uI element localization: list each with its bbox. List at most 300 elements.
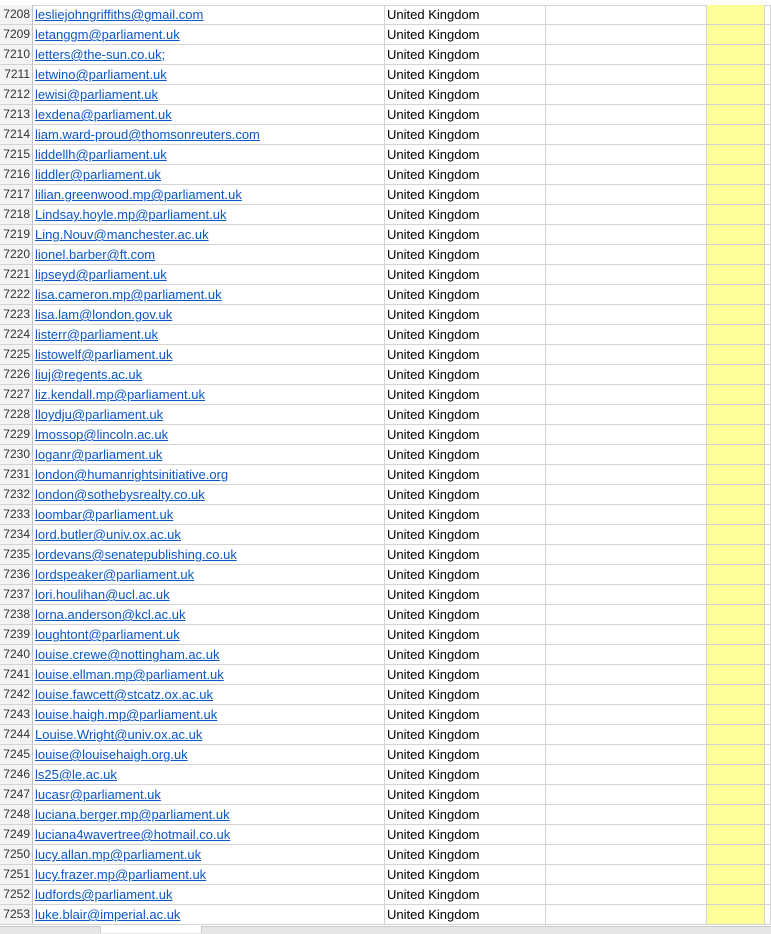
empty-cell[interactable]	[765, 525, 771, 544]
email-cell[interactable]: louise.ellman.mp@parliament.uk	[33, 665, 385, 684]
empty-cell[interactable]	[765, 25, 771, 44]
row-header[interactable]: 7224	[0, 325, 33, 344]
country-cell[interactable]: United Kingdom	[385, 745, 546, 764]
country-cell[interactable]: United Kingdom	[385, 885, 546, 904]
country-cell[interactable]: United Kingdom	[385, 465, 546, 484]
country-cell[interactable]: United Kingdom	[385, 225, 546, 244]
empty-cell[interactable]	[765, 305, 771, 324]
highlighted-cell[interactable]	[707, 185, 765, 204]
empty-cell[interactable]	[765, 845, 771, 864]
empty-cell[interactable]	[765, 5, 771, 24]
empty-cell[interactable]	[765, 265, 771, 284]
email-cell[interactable]: loughtont@parliament.uk	[33, 625, 385, 644]
country-cell[interactable]: United Kingdom	[385, 845, 546, 864]
email-cell[interactable]: lionel.barber@ft.com	[33, 245, 385, 264]
empty-cell[interactable]	[765, 565, 771, 584]
empty-cell[interactable]	[765, 345, 771, 364]
country-cell[interactable]: United Kingdom	[385, 345, 546, 364]
email-cell[interactable]: louise.crewe@nottingham.ac.uk	[33, 645, 385, 664]
highlighted-cell[interactable]	[707, 125, 765, 144]
row-header[interactable]: 7247	[0, 785, 33, 804]
email-cell[interactable]: lordspeaker@parliament.uk	[33, 565, 385, 584]
empty-cell[interactable]	[765, 65, 771, 84]
empty-cell[interactable]	[765, 185, 771, 204]
empty-cell[interactable]	[546, 145, 707, 164]
empty-cell[interactable]	[546, 865, 707, 884]
highlighted-cell[interactable]	[707, 505, 765, 524]
row-header[interactable]: 7214	[0, 125, 33, 144]
email-cell[interactable]: lisa.cameron.mp@parliament.uk	[33, 285, 385, 304]
sheet-tab[interactable]	[100, 926, 202, 933]
table-row	[0, 685, 771, 705]
email-cell[interactable]: lilian.greenwood.mp@parliament.uk	[33, 185, 385, 204]
row-header[interactable]: 7242	[0, 685, 33, 704]
highlighted-cell[interactable]	[707, 705, 765, 724]
empty-cell[interactable]	[765, 705, 771, 724]
table-row	[0, 125, 771, 145]
empty-cell[interactable]	[765, 665, 771, 684]
empty-cell[interactable]	[765, 885, 771, 904]
empty-cell[interactable]	[765, 685, 771, 704]
empty-cell[interactable]	[765, 445, 771, 464]
empty-cell[interactable]	[765, 485, 771, 504]
row-header[interactable]: 7232	[0, 485, 33, 504]
email-cell[interactable]: lucy.allan.mp@parliament.uk	[33, 845, 385, 864]
empty-cell[interactable]	[546, 645, 707, 664]
email-cell[interactable]: lexdena@parliament.uk	[33, 105, 385, 124]
email-cell[interactable]: Lindsay.hoyle.mp@parliament.uk	[33, 205, 385, 224]
table-row	[0, 625, 771, 645]
empty-cell[interactable]	[765, 385, 771, 404]
highlighted-cell[interactable]	[707, 905, 765, 924]
highlighted-cell[interactable]	[707, 65, 765, 84]
country-cell[interactable]: United Kingdom	[385, 525, 546, 544]
empty-cell[interactable]	[546, 125, 707, 144]
empty-cell[interactable]	[546, 165, 707, 184]
email-cell[interactable]: louise.fawcett@stcatz.ox.ac.uk	[33, 685, 385, 704]
country-cell[interactable]: United Kingdom	[385, 805, 546, 824]
highlighted-cell[interactable]	[707, 285, 765, 304]
empty-cell[interactable]	[546, 45, 707, 64]
country-cell[interactable]: United Kingdom	[385, 605, 546, 624]
empty-cell[interactable]	[546, 65, 707, 84]
email-cell[interactable]: lisa.lam@london.gov.uk	[33, 305, 385, 324]
row-header[interactable]: 7234	[0, 525, 33, 544]
row-header[interactable]: 7217	[0, 185, 33, 204]
highlighted-cell[interactable]	[707, 605, 765, 624]
highlighted-cell[interactable]	[707, 345, 765, 364]
email-cell[interactable]: luciana4wavertree@hotmail.co.uk	[33, 825, 385, 844]
highlighted-cell[interactable]	[707, 685, 765, 704]
empty-cell[interactable]	[765, 725, 771, 744]
row-header[interactable]: 7249	[0, 825, 33, 844]
country-cell[interactable]: United Kingdom	[385, 205, 546, 224]
row-header[interactable]: 7250	[0, 845, 33, 864]
empty-cell[interactable]	[546, 805, 707, 824]
row-header[interactable]: 7244	[0, 725, 33, 744]
highlighted-cell[interactable]	[707, 445, 765, 464]
country-cell[interactable]: United Kingdom	[385, 625, 546, 644]
country-cell[interactable]: United Kingdom	[385, 425, 546, 444]
email-cell[interactable]: liddler@parliament.uk	[33, 165, 385, 184]
country-cell[interactable]: United Kingdom	[385, 485, 546, 504]
highlighted-cell[interactable]	[707, 45, 765, 64]
empty-cell[interactable]	[546, 385, 707, 404]
row-header[interactable]: 7209	[0, 25, 33, 44]
empty-cell[interactable]	[765, 125, 771, 144]
email-cell[interactable]: ls25@le.ac.uk	[33, 765, 385, 784]
row-header[interactable]: 7235	[0, 545, 33, 564]
highlighted-cell[interactable]	[707, 265, 765, 284]
empty-cell[interactable]	[765, 205, 771, 224]
empty-cell[interactable]	[546, 545, 707, 564]
highlighted-cell[interactable]	[707, 805, 765, 824]
empty-cell[interactable]	[546, 85, 707, 104]
empty-cell[interactable]	[546, 405, 707, 424]
country-cell[interactable]: United Kingdom	[385, 725, 546, 744]
table-row	[0, 605, 771, 625]
empty-cell[interactable]	[765, 85, 771, 104]
table-row	[0, 565, 771, 585]
empty-cell[interactable]	[765, 105, 771, 124]
highlighted-cell[interactable]	[707, 745, 765, 764]
empty-cell[interactable]	[765, 405, 771, 424]
highlighted-cell[interactable]	[707, 5, 765, 24]
email-cell[interactable]: lewisi@parliament.uk	[33, 85, 385, 104]
empty-cell[interactable]	[765, 285, 771, 304]
empty-cell[interactable]	[546, 665, 707, 684]
row-header[interactable]: 7223	[0, 305, 33, 324]
table-row	[0, 425, 771, 445]
highlighted-cell[interactable]	[707, 465, 765, 484]
empty-cell[interactable]	[546, 465, 707, 484]
row-header[interactable]: 7230	[0, 445, 33, 464]
email-cell[interactable]: loganr@parliament.uk	[33, 445, 385, 464]
empty-cell[interactable]	[765, 645, 771, 664]
row-header[interactable]: 7243	[0, 705, 33, 724]
row-header[interactable]: 7216	[0, 165, 33, 184]
empty-cell[interactable]	[546, 765, 707, 784]
table-row	[0, 285, 771, 305]
country-cell[interactable]: United Kingdom	[385, 25, 546, 44]
empty-cell[interactable]	[546, 105, 707, 124]
empty-cell[interactable]	[546, 345, 707, 364]
row-header[interactable]: 7237	[0, 585, 33, 604]
email-cell[interactable]: liam.ward-proud@thomsonreuters.com	[33, 125, 385, 144]
country-cell[interactable]: United Kingdom	[385, 165, 546, 184]
row-header[interactable]: 7246	[0, 765, 33, 784]
highlighted-cell[interactable]	[707, 385, 765, 404]
highlighted-cell[interactable]	[707, 525, 765, 544]
country-cell[interactable]: United Kingdom	[385, 105, 546, 124]
email-cell[interactable]: liddellh@parliament.uk	[33, 145, 385, 164]
row-header[interactable]: 7251	[0, 865, 33, 884]
country-cell[interactable]: United Kingdom	[385, 325, 546, 344]
empty-cell[interactable]	[546, 425, 707, 444]
empty-cell[interactable]	[765, 905, 771, 924]
row-header[interactable]: 7253	[0, 905, 33, 924]
highlighted-cell[interactable]	[707, 625, 765, 644]
row-header[interactable]: 7241	[0, 665, 33, 684]
table-row	[0, 45, 771, 65]
empty-cell[interactable]	[765, 605, 771, 624]
row-header[interactable]: 7236	[0, 565, 33, 584]
empty-cell[interactable]	[765, 145, 771, 164]
empty-cell[interactable]	[765, 745, 771, 764]
row-header[interactable]: 7213	[0, 105, 33, 124]
email-cell[interactable]: loombar@parliament.uk	[33, 505, 385, 524]
empty-cell[interactable]	[546, 725, 707, 744]
country-cell[interactable]: United Kingdom	[385, 85, 546, 104]
table-row	[0, 725, 771, 745]
table-row	[0, 525, 771, 545]
email-cell[interactable]: liz.kendall.mp@parliament.uk	[33, 385, 385, 404]
empty-cell[interactable]	[765, 765, 771, 784]
highlighted-cell[interactable]	[707, 325, 765, 344]
email-cell[interactable]: lucasr@parliament.uk	[33, 785, 385, 804]
email-cell[interactable]: london@sothebysrealty.co.uk	[33, 485, 385, 504]
email-cell[interactable]: letanggm@parliament.uk	[33, 25, 385, 44]
highlighted-cell[interactable]	[707, 225, 765, 244]
empty-cell[interactable]	[546, 265, 707, 284]
country-cell[interactable]: United Kingdom	[385, 565, 546, 584]
email-cell[interactable]: lori.houlihan@ucl.ac.uk	[33, 585, 385, 604]
empty-cell[interactable]	[546, 605, 707, 624]
row-header[interactable]: 7240	[0, 645, 33, 664]
highlighted-cell[interactable]	[707, 765, 765, 784]
empty-cell[interactable]	[765, 365, 771, 384]
country-cell[interactable]: United Kingdom	[385, 65, 546, 84]
table-row	[0, 865, 771, 885]
empty-cell[interactable]	[765, 805, 771, 824]
email-cell[interactable]: lipseyd@parliament.uk	[33, 265, 385, 284]
highlighted-cell[interactable]	[707, 365, 765, 384]
highlighted-cell[interactable]	[707, 205, 765, 224]
empty-cell[interactable]	[546, 365, 707, 384]
highlighted-cell[interactable]	[707, 485, 765, 504]
email-cell[interactable]: louise@louisehaigh.org.uk	[33, 745, 385, 764]
row-header[interactable]: 7248	[0, 805, 33, 824]
table-row	[0, 85, 771, 105]
highlighted-cell[interactable]	[707, 825, 765, 844]
country-cell[interactable]: United Kingdom	[385, 385, 546, 404]
highlighted-cell[interactable]	[707, 565, 765, 584]
country-cell[interactable]: United Kingdom	[385, 705, 546, 724]
empty-cell[interactable]	[546, 225, 707, 244]
table-row	[0, 645, 771, 665]
empty-cell[interactable]	[765, 865, 771, 884]
email-cell[interactable]: letters@the-sun.co.uk;	[33, 45, 385, 64]
empty-cell[interactable]	[546, 445, 707, 464]
country-cell[interactable]: United Kingdom	[385, 905, 546, 924]
country-cell[interactable]: United Kingdom	[385, 665, 546, 684]
country-cell[interactable]: United Kingdom	[385, 685, 546, 704]
table-row	[0, 465, 771, 485]
highlighted-cell[interactable]	[707, 245, 765, 264]
country-cell[interactable]: United Kingdom	[385, 125, 546, 144]
email-cell[interactable]: luciana.berger.mp@parliament.uk	[33, 805, 385, 824]
email-cell[interactable]: lorna.anderson@kcl.ac.uk	[33, 605, 385, 624]
empty-cell[interactable]	[546, 785, 707, 804]
table-row	[0, 665, 771, 685]
country-cell[interactable]: United Kingdom	[385, 245, 546, 264]
country-cell[interactable]: United Kingdom	[385, 265, 546, 284]
row-header[interactable]: 7228	[0, 405, 33, 424]
table-row	[0, 345, 771, 365]
empty-cell[interactable]	[765, 245, 771, 264]
empty-cell[interactable]	[546, 25, 707, 44]
email-cell[interactable]: Ling.Nouv@manchester.ac.uk	[33, 225, 385, 244]
email-cell[interactable]: lesliejohngriffiths@gmail.com	[33, 5, 385, 24]
empty-cell[interactable]	[546, 685, 707, 704]
empty-cell[interactable]	[546, 325, 707, 344]
empty-cell[interactable]	[765, 825, 771, 844]
highlighted-cell[interactable]	[707, 425, 765, 444]
empty-cell[interactable]	[765, 625, 771, 644]
empty-cell[interactable]	[765, 425, 771, 444]
empty-cell[interactable]	[546, 705, 707, 724]
email-cell[interactable]: listowelf@parliament.uk	[33, 345, 385, 364]
empty-cell[interactable]	[546, 585, 707, 604]
row-header[interactable]: 7211	[0, 65, 33, 84]
empty-cell[interactable]	[546, 245, 707, 264]
country-cell[interactable]: United Kingdom	[385, 785, 546, 804]
country-cell[interactable]: United Kingdom	[385, 585, 546, 604]
highlighted-cell[interactable]	[707, 885, 765, 904]
empty-cell[interactable]	[765, 505, 771, 524]
country-cell[interactable]: United Kingdom	[385, 505, 546, 524]
empty-cell[interactable]	[546, 565, 707, 584]
row-header[interactable]: 7225	[0, 345, 33, 364]
row-header[interactable]: 7233	[0, 505, 33, 524]
highlighted-cell[interactable]	[707, 645, 765, 664]
table-row	[0, 405, 771, 425]
highlighted-cell[interactable]	[707, 145, 765, 164]
country-cell[interactable]: United Kingdom	[385, 145, 546, 164]
email-cell[interactable]: lucy.frazer.mp@parliament.uk	[33, 865, 385, 884]
empty-cell[interactable]	[765, 785, 771, 804]
empty-cell[interactable]	[546, 845, 707, 864]
row-header[interactable]: 7218	[0, 205, 33, 224]
country-cell[interactable]: United Kingdom	[385, 445, 546, 464]
empty-cell[interactable]	[546, 905, 707, 924]
row-header[interactable]: 7221	[0, 265, 33, 284]
empty-cell[interactable]	[546, 505, 707, 524]
empty-cell[interactable]	[546, 825, 707, 844]
highlighted-cell[interactable]	[707, 545, 765, 564]
row-header[interactable]: 7222	[0, 285, 33, 304]
highlighted-cell[interactable]	[707, 405, 765, 424]
email-cell[interactable]: lord.butler@univ.ox.ac.uk	[33, 525, 385, 544]
highlighted-cell[interactable]	[707, 665, 765, 684]
row-header[interactable]: 7219	[0, 225, 33, 244]
table-row	[0, 905, 771, 925]
empty-cell[interactable]	[546, 305, 707, 324]
row-header[interactable]: 7245	[0, 745, 33, 764]
highlighted-cell[interactable]	[707, 105, 765, 124]
email-cell[interactable]: ludfords@parliament.uk	[33, 885, 385, 904]
email-cell[interactable]: letwino@parliament.uk	[33, 65, 385, 84]
row-header[interactable]: 7212	[0, 85, 33, 104]
highlighted-cell[interactable]	[707, 785, 765, 804]
empty-cell[interactable]	[546, 625, 707, 644]
table-row	[0, 365, 771, 385]
country-cell[interactable]: United Kingdom	[385, 45, 546, 64]
country-cell[interactable]: United Kingdom	[385, 5, 546, 24]
row-header[interactable]: 7210	[0, 45, 33, 64]
empty-cell[interactable]	[546, 885, 707, 904]
country-cell[interactable]: United Kingdom	[385, 405, 546, 424]
country-cell[interactable]: United Kingdom	[385, 305, 546, 324]
empty-cell[interactable]	[765, 165, 771, 184]
table-row	[0, 105, 771, 125]
highlighted-cell[interactable]	[707, 585, 765, 604]
highlighted-cell[interactable]	[707, 845, 765, 864]
country-cell[interactable]: United Kingdom	[385, 825, 546, 844]
email-cell[interactable]: lloydju@parliament.uk	[33, 405, 385, 424]
empty-cell[interactable]	[765, 465, 771, 484]
email-cell[interactable]: lmossop@lincoln.ac.uk	[33, 425, 385, 444]
empty-cell[interactable]	[546, 5, 707, 24]
row-header[interactable]: 7227	[0, 385, 33, 404]
empty-cell[interactable]	[765, 225, 771, 244]
email-cell[interactable]: liuj@regents.ac.uk	[33, 365, 385, 384]
row-header[interactable]: 7208	[0, 5, 33, 24]
email-cell[interactable]: london@humanrightsinitiative.org	[33, 465, 385, 484]
empty-cell[interactable]	[546, 285, 707, 304]
table-row	[0, 265, 771, 285]
row-header[interactable]: 7252	[0, 885, 33, 904]
email-cell[interactable]: Louise.Wright@univ.ox.ac.uk	[33, 725, 385, 744]
email-cell[interactable]: louise.haigh.mp@parliament.uk	[33, 705, 385, 724]
table-row	[0, 25, 771, 45]
country-cell[interactable]: United Kingdom	[385, 185, 546, 204]
empty-cell[interactable]	[765, 45, 771, 64]
row-header[interactable]: 7215	[0, 145, 33, 164]
country-cell[interactable]: United Kingdom	[385, 545, 546, 564]
highlighted-cell[interactable]	[707, 165, 765, 184]
empty-cell[interactable]	[546, 205, 707, 224]
email-cell[interactable]: luke.blair@imperial.ac.uk	[33, 905, 385, 924]
country-cell[interactable]: United Kingdom	[385, 285, 546, 304]
row-header[interactable]: 7231	[0, 465, 33, 484]
row-header[interactable]: 7229	[0, 425, 33, 444]
country-cell[interactable]: United Kingdom	[385, 865, 546, 884]
highlighted-cell[interactable]	[707, 25, 765, 44]
empty-cell[interactable]	[546, 525, 707, 544]
row-header[interactable]: 7220	[0, 245, 33, 264]
empty-cell[interactable]	[765, 545, 771, 564]
empty-cell[interactable]	[546, 185, 707, 204]
highlighted-cell[interactable]	[707, 725, 765, 744]
empty-cell[interactable]	[765, 585, 771, 604]
highlighted-cell[interactable]	[707, 85, 765, 104]
highlighted-cell[interactable]	[707, 865, 765, 884]
row-header[interactable]: 7226	[0, 365, 33, 384]
highlighted-cell[interactable]	[707, 305, 765, 324]
country-cell[interactable]: United Kingdom	[385, 365, 546, 384]
country-cell[interactable]: United Kingdom	[385, 645, 546, 664]
email-cell[interactable]: listerr@parliament.uk	[33, 325, 385, 344]
email-cell[interactable]: lordevans@senatepublishing.co.uk	[33, 545, 385, 564]
table-row	[0, 765, 771, 785]
empty-cell[interactable]	[546, 485, 707, 504]
empty-cell[interactable]	[546, 745, 707, 764]
row-header[interactable]: 7239	[0, 625, 33, 644]
empty-cell[interactable]	[765, 325, 771, 344]
row-header[interactable]: 7238	[0, 605, 33, 624]
country-cell[interactable]: United Kingdom	[385, 765, 546, 784]
